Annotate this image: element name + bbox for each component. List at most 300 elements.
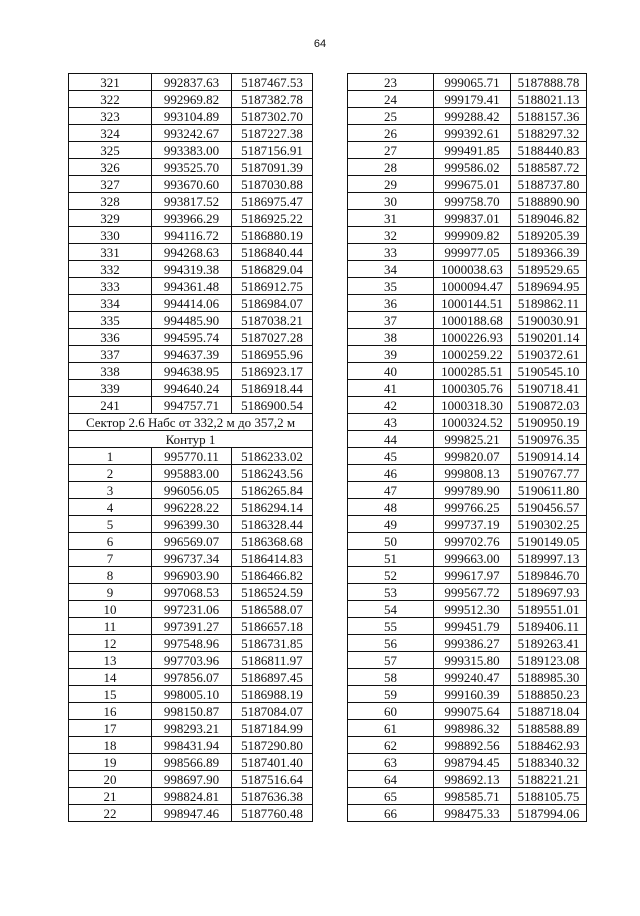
table-row <box>69 448 313 465</box>
point-number: 49 <box>348 516 434 533</box>
x-coordinate: 999567.72 <box>434 584 511 601</box>
point-number: 330 <box>69 227 152 244</box>
point-number: 37 <box>348 312 434 329</box>
y-coordinate: 5186840.44 <box>232 244 313 261</box>
section-header: Контур 1 <box>69 431 313 448</box>
x-coordinate: 999512.30 <box>434 601 511 618</box>
table-row <box>69 125 313 142</box>
x-coordinate: 999758.70 <box>434 193 511 210</box>
table-row <box>348 397 587 414</box>
y-coordinate: 5187030.88 <box>232 176 313 193</box>
x-coordinate: 996737.34 <box>152 550 232 567</box>
table-row <box>348 635 587 652</box>
point-number: 28 <box>348 159 434 176</box>
x-coordinate: 999386.27 <box>434 635 511 652</box>
table-row <box>69 278 313 295</box>
point-number: 337 <box>69 346 152 363</box>
y-coordinate: 5186829.04 <box>232 261 313 278</box>
table-row <box>69 312 313 329</box>
y-coordinate: 5190545.10 <box>511 363 587 380</box>
y-coordinate: 5186984.07 <box>232 295 313 312</box>
y-coordinate: 5190372.61 <box>511 346 587 363</box>
point-number: 326 <box>69 159 152 176</box>
x-coordinate: 999075.64 <box>434 703 511 720</box>
x-coordinate: 999909.82 <box>434 227 511 244</box>
y-coordinate: 5189529.65 <box>511 261 587 278</box>
point-number: 34 <box>348 261 434 278</box>
y-coordinate: 5187184.99 <box>232 720 313 737</box>
x-coordinate: 998475.33 <box>434 805 511 822</box>
y-coordinate: 5190976.35 <box>511 431 587 448</box>
point-number: 40 <box>348 363 434 380</box>
point-number: 26 <box>348 125 434 142</box>
y-coordinate: 5189263.41 <box>511 635 587 652</box>
table-row <box>348 754 587 771</box>
table-row <box>69 261 313 278</box>
y-coordinate: 5190914.14 <box>511 448 587 465</box>
y-coordinate: 5188737.80 <box>511 176 587 193</box>
x-coordinate: 998005.10 <box>152 686 232 703</box>
y-coordinate: 5186731.85 <box>232 635 313 652</box>
table-row <box>348 669 587 686</box>
table-row <box>69 567 313 584</box>
y-coordinate: 5186955.96 <box>232 346 313 363</box>
y-coordinate: 5190302.25 <box>511 516 587 533</box>
y-coordinate: 5186414.83 <box>232 550 313 567</box>
table-row <box>348 737 587 754</box>
point-number: 324 <box>69 125 152 142</box>
x-coordinate: 994268.63 <box>152 244 232 261</box>
table-row <box>348 703 587 720</box>
point-number: 10 <box>69 601 152 618</box>
y-coordinate: 5186975.47 <box>232 193 313 210</box>
point-number: 60 <box>348 703 434 720</box>
y-coordinate: 5190456.57 <box>511 499 587 516</box>
table-row <box>348 686 587 703</box>
point-number: 339 <box>69 380 152 397</box>
x-coordinate: 996903.90 <box>152 567 232 584</box>
y-coordinate: 5190950.19 <box>511 414 587 431</box>
table-row <box>348 465 587 482</box>
table-row <box>69 720 313 737</box>
y-coordinate: 5188297.32 <box>511 125 587 142</box>
y-coordinate: 5188021.13 <box>511 91 587 108</box>
point-number: 27 <box>348 142 434 159</box>
x-coordinate: 994361.48 <box>152 278 232 295</box>
x-coordinate: 996399.30 <box>152 516 232 533</box>
table-row <box>348 363 587 380</box>
y-coordinate: 5187290.80 <box>232 737 313 754</box>
x-coordinate: 993383.00 <box>152 142 232 159</box>
point-number: 29 <box>348 176 434 193</box>
point-number: 3 <box>69 482 152 499</box>
point-number: 43 <box>348 414 434 431</box>
x-coordinate: 999820.07 <box>434 448 511 465</box>
point-number: 322 <box>69 91 152 108</box>
point-number: 55 <box>348 618 434 635</box>
y-coordinate: 5189366.39 <box>511 244 587 261</box>
y-coordinate: 5186233.02 <box>232 448 313 465</box>
table-row <box>348 533 587 550</box>
x-coordinate: 998986.32 <box>434 720 511 737</box>
x-coordinate: 994640.24 <box>152 380 232 397</box>
point-number: 46 <box>348 465 434 482</box>
table-row <box>69 465 313 482</box>
table-row <box>69 193 313 210</box>
table-row <box>69 176 313 193</box>
table-row <box>348 159 587 176</box>
coordinates-table-right <box>347 73 587 822</box>
table-row <box>348 261 587 278</box>
x-coordinate: 997856.07 <box>152 669 232 686</box>
y-coordinate: 5188850.23 <box>511 686 587 703</box>
x-coordinate: 998431.94 <box>152 737 232 754</box>
table-row <box>69 380 313 397</box>
point-number: 31 <box>348 210 434 227</box>
x-coordinate: 999825.21 <box>434 431 511 448</box>
point-number: 333 <box>69 278 152 295</box>
y-coordinate: 5190201.14 <box>511 329 587 346</box>
point-number: 56 <box>348 635 434 652</box>
table-row <box>69 516 313 533</box>
x-coordinate: 999837.01 <box>434 210 511 227</box>
table-row <box>348 516 587 533</box>
point-number: 336 <box>69 329 152 346</box>
point-number: 62 <box>348 737 434 754</box>
x-coordinate: 997391.27 <box>152 618 232 635</box>
point-number: 39 <box>348 346 434 363</box>
y-coordinate: 5187760.48 <box>232 805 313 822</box>
table-row <box>348 176 587 193</box>
y-coordinate: 5188221.21 <box>511 771 587 788</box>
point-number: 16 <box>69 703 152 720</box>
y-coordinate: 5186912.75 <box>232 278 313 295</box>
y-coordinate: 5189862.11 <box>511 295 587 312</box>
table-row <box>348 295 587 312</box>
table-row <box>348 278 587 295</box>
table-row <box>69 295 313 312</box>
y-coordinate: 5186294.14 <box>232 499 313 516</box>
point-number: 331 <box>69 244 152 261</box>
table-row <box>348 771 587 788</box>
point-number: 8 <box>69 567 152 584</box>
table-row <box>348 720 587 737</box>
x-coordinate: 999451.79 <box>434 618 511 635</box>
point-number: 327 <box>69 176 152 193</box>
table-row <box>69 74 313 91</box>
table-row <box>69 91 313 108</box>
table-row <box>69 584 313 601</box>
y-coordinate: 5190611.80 <box>511 482 587 499</box>
y-coordinate: 5188985.30 <box>511 669 587 686</box>
table-row <box>69 159 313 176</box>
table-row <box>69 499 313 516</box>
x-coordinate: 999392.61 <box>434 125 511 142</box>
table-row <box>348 193 587 210</box>
point-number: 328 <box>69 193 152 210</box>
x-coordinate: 993104.89 <box>152 108 232 125</box>
x-coordinate: 994638.95 <box>152 363 232 380</box>
table-row <box>348 227 587 244</box>
point-number: 334 <box>69 295 152 312</box>
x-coordinate: 998692.13 <box>434 771 511 788</box>
point-number: 47 <box>348 482 434 499</box>
table-row <box>348 482 587 499</box>
point-number: 38 <box>348 329 434 346</box>
point-number: 54 <box>348 601 434 618</box>
x-coordinate: 1000305.76 <box>434 380 511 397</box>
point-number: 325 <box>69 142 152 159</box>
x-coordinate: 994414.06 <box>152 295 232 312</box>
point-number: 12 <box>69 635 152 652</box>
x-coordinate: 999675.01 <box>434 176 511 193</box>
x-coordinate: 1000324.52 <box>434 414 511 431</box>
x-coordinate: 998293.21 <box>152 720 232 737</box>
table-row <box>69 363 313 380</box>
y-coordinate: 5190872.03 <box>511 397 587 414</box>
x-coordinate: 997548.96 <box>152 635 232 652</box>
table-row <box>69 703 313 720</box>
x-coordinate: 994595.74 <box>152 329 232 346</box>
x-coordinate: 997231.06 <box>152 601 232 618</box>
point-number: 66 <box>348 805 434 822</box>
x-coordinate: 994319.38 <box>152 261 232 278</box>
y-coordinate: 5189697.93 <box>511 584 587 601</box>
point-number: 51 <box>348 550 434 567</box>
y-coordinate: 5188890.90 <box>511 193 587 210</box>
table-row <box>69 686 313 703</box>
point-number: 4 <box>69 499 152 516</box>
section-header: Сектор 2.6 Набс от 332,2 м до 357,2 м <box>69 414 313 431</box>
table-row <box>348 414 587 431</box>
x-coordinate: 998566.89 <box>152 754 232 771</box>
y-coordinate: 5190149.05 <box>511 533 587 550</box>
table-row <box>69 329 313 346</box>
table-row <box>348 652 587 669</box>
table-row <box>348 601 587 618</box>
table-row <box>348 125 587 142</box>
y-coordinate: 5186918.44 <box>232 380 313 397</box>
section-header-row <box>69 431 313 448</box>
table-row <box>69 601 313 618</box>
x-coordinate: 992969.82 <box>152 91 232 108</box>
coordinates-table-right-body <box>348 74 587 822</box>
x-coordinate: 993525.70 <box>152 159 232 176</box>
y-coordinate: 5189997.13 <box>511 550 587 567</box>
point-number: 57 <box>348 652 434 669</box>
x-coordinate: 1000038.63 <box>434 261 511 278</box>
table-row <box>69 635 313 652</box>
table-row <box>69 805 313 822</box>
x-coordinate: 997068.53 <box>152 584 232 601</box>
x-coordinate: 993242.67 <box>152 125 232 142</box>
x-coordinate: 998947.46 <box>152 805 232 822</box>
y-coordinate: 5187091.39 <box>232 159 313 176</box>
x-coordinate: 1000144.51 <box>434 295 511 312</box>
x-coordinate: 999977.05 <box>434 244 511 261</box>
point-number: 64 <box>348 771 434 788</box>
table-row <box>69 737 313 754</box>
point-number: 6 <box>69 533 152 550</box>
point-number: 35 <box>348 278 434 295</box>
y-coordinate: 5189846.70 <box>511 567 587 584</box>
x-coordinate: 999491.85 <box>434 142 511 159</box>
point-number: 20 <box>69 771 152 788</box>
table-row <box>69 652 313 669</box>
y-coordinate: 5188718.04 <box>511 703 587 720</box>
x-coordinate: 998824.81 <box>152 788 232 805</box>
y-coordinate: 5187038.21 <box>232 312 313 329</box>
x-coordinate: 997703.96 <box>152 652 232 669</box>
table-row <box>69 227 313 244</box>
point-number: 24 <box>348 91 434 108</box>
point-number: 58 <box>348 669 434 686</box>
y-coordinate: 5188340.32 <box>511 754 587 771</box>
x-coordinate: 998892.56 <box>434 737 511 754</box>
point-number: 33 <box>348 244 434 261</box>
table-row <box>348 380 587 397</box>
y-coordinate: 5186880.19 <box>232 227 313 244</box>
y-coordinate: 5186988.19 <box>232 686 313 703</box>
point-number: 19 <box>69 754 152 771</box>
point-number: 332 <box>69 261 152 278</box>
point-number: 5 <box>69 516 152 533</box>
x-coordinate: 999586.02 <box>434 159 511 176</box>
y-coordinate: 5187516.64 <box>232 771 313 788</box>
table-row <box>69 346 313 363</box>
table-row <box>348 567 587 584</box>
x-coordinate: 996569.07 <box>152 533 232 550</box>
y-coordinate: 5186265.84 <box>232 482 313 499</box>
y-coordinate: 5189551.01 <box>511 601 587 618</box>
y-coordinate: 5186811.97 <box>232 652 313 669</box>
y-coordinate: 5186368.68 <box>232 533 313 550</box>
x-coordinate: 994757.71 <box>152 397 232 414</box>
table-row <box>348 91 587 108</box>
point-number: 11 <box>69 618 152 635</box>
point-number: 65 <box>348 788 434 805</box>
y-coordinate: 5188588.89 <box>511 720 587 737</box>
x-coordinate: 1000094.47 <box>434 278 511 295</box>
table-row <box>348 788 587 805</box>
table-row <box>348 550 587 567</box>
point-number: 32 <box>348 227 434 244</box>
x-coordinate: 1000285.51 <box>434 363 511 380</box>
x-coordinate: 999065.71 <box>434 74 511 91</box>
x-coordinate: 992837.63 <box>152 74 232 91</box>
point-number: 18 <box>69 737 152 754</box>
x-coordinate: 999702.76 <box>434 533 511 550</box>
point-number: 329 <box>69 210 152 227</box>
point-number: 48 <box>348 499 434 516</box>
y-coordinate: 5186900.54 <box>232 397 313 414</box>
y-coordinate: 5189046.82 <box>511 210 587 227</box>
y-coordinate: 5187401.40 <box>232 754 313 771</box>
y-coordinate: 5188462.93 <box>511 737 587 754</box>
x-coordinate: 996056.05 <box>152 482 232 499</box>
table-row <box>69 397 313 414</box>
y-coordinate: 5186243.56 <box>232 465 313 482</box>
table-row <box>348 74 587 91</box>
table-row <box>348 108 587 125</box>
table-row <box>348 584 587 601</box>
y-coordinate: 5187994.06 <box>511 805 587 822</box>
x-coordinate: 999808.13 <box>434 465 511 482</box>
x-coordinate: 998150.87 <box>152 703 232 720</box>
table-row <box>69 771 313 788</box>
x-coordinate: 1000188.68 <box>434 312 511 329</box>
x-coordinate: 999617.97 <box>434 567 511 584</box>
x-coordinate: 999789.90 <box>434 482 511 499</box>
point-number: 53 <box>348 584 434 601</box>
coordinates-table-left-body <box>69 74 313 822</box>
x-coordinate: 999766.25 <box>434 499 511 516</box>
point-number: 1 <box>69 448 152 465</box>
table-row <box>69 618 313 635</box>
point-number: 50 <box>348 533 434 550</box>
y-coordinate: 5187302.70 <box>232 108 313 125</box>
point-number: 41 <box>348 380 434 397</box>
point-number: 7 <box>69 550 152 567</box>
x-coordinate: 996228.22 <box>152 499 232 516</box>
point-number: 321 <box>69 74 152 91</box>
point-number: 44 <box>348 431 434 448</box>
point-number: 36 <box>348 295 434 312</box>
y-coordinate: 5187084.07 <box>232 703 313 720</box>
page-number: 64 <box>313 38 327 50</box>
point-number: 241 <box>69 397 152 414</box>
y-coordinate: 5186923.17 <box>232 363 313 380</box>
x-coordinate: 993966.29 <box>152 210 232 227</box>
y-coordinate: 5186657.18 <box>232 618 313 635</box>
y-coordinate: 5188105.75 <box>511 788 587 805</box>
y-coordinate: 5187467.53 <box>232 74 313 91</box>
point-number: 22 <box>69 805 152 822</box>
table-row <box>348 431 587 448</box>
point-number: 338 <box>69 363 152 380</box>
x-coordinate: 998697.90 <box>152 771 232 788</box>
y-coordinate: 5187156.91 <box>232 142 313 159</box>
y-coordinate: 5187382.78 <box>232 91 313 108</box>
y-coordinate: 5187027.28 <box>232 329 313 346</box>
x-coordinate: 998794.45 <box>434 754 511 771</box>
x-coordinate: 1000259.22 <box>434 346 511 363</box>
x-coordinate: 1000226.93 <box>434 329 511 346</box>
coordinates-table-left <box>68 73 313 822</box>
table-row <box>69 788 313 805</box>
point-number: 17 <box>69 720 152 737</box>
table-row <box>348 499 587 516</box>
x-coordinate: 999179.41 <box>434 91 511 108</box>
y-coordinate: 5186897.45 <box>232 669 313 686</box>
y-coordinate: 5190767.77 <box>511 465 587 482</box>
table-row <box>69 210 313 227</box>
y-coordinate: 5186925.22 <box>232 210 313 227</box>
y-coordinate: 5189406.11 <box>511 618 587 635</box>
point-number: 13 <box>69 652 152 669</box>
table-row <box>69 669 313 686</box>
point-number: 25 <box>348 108 434 125</box>
x-coordinate: 994637.39 <box>152 346 232 363</box>
table-row <box>348 346 587 363</box>
table-row <box>69 754 313 771</box>
point-number: 21 <box>69 788 152 805</box>
point-number: 42 <box>348 397 434 414</box>
table-row <box>348 329 587 346</box>
x-coordinate: 998585.71 <box>434 788 511 805</box>
point-number: 52 <box>348 567 434 584</box>
x-coordinate: 995883.00 <box>152 465 232 482</box>
